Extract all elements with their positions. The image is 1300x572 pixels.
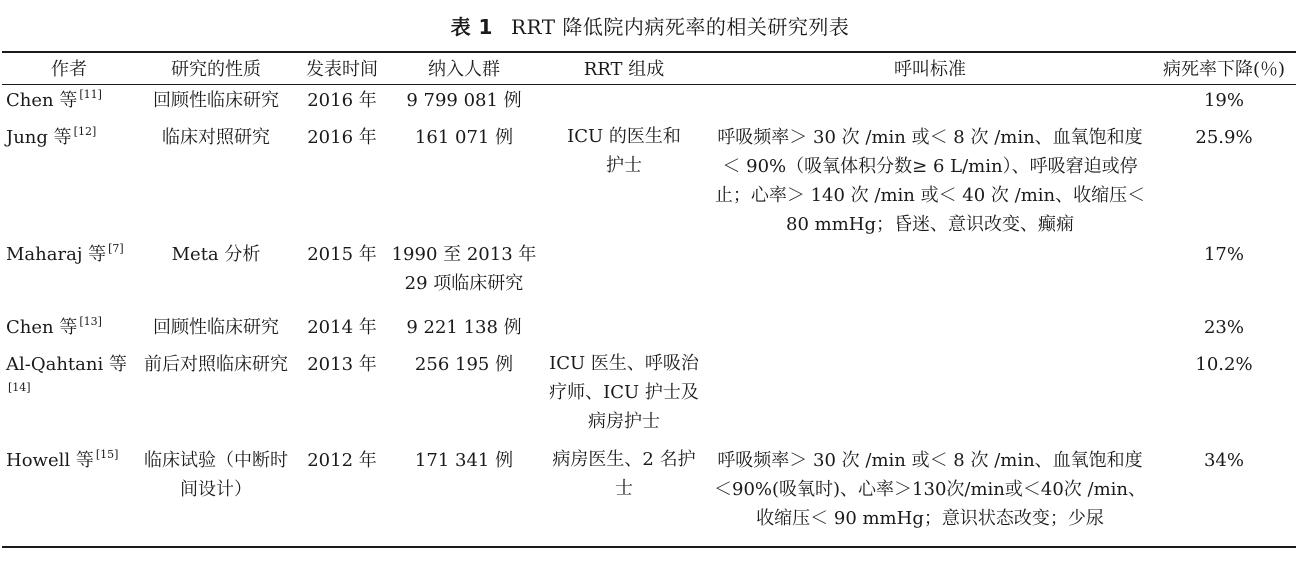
population-cell: 161 071 例 [414, 127, 514, 148]
author-cell [2, 349, 136, 445]
reference-number: [12] [73, 125, 97, 138]
rrt-composition-cell [540, 312, 708, 349]
mortality-decline-cell: 19% [1203, 90, 1244, 111]
call-criteria-cell: 呼吸频率＞ 30 次 /min 或＜ 8 次 /min、血氧饱和度＜ 90%（吸氧体积分数≥ 6 L/min）、呼吸窘迫或停止；心率＞ 140 次 /min 或＜ 40 次 /min、收缩压＜ 80 mmHg；昏迷、意识改变、癫痫 [714, 127, 1146, 235]
table-row [2, 122, 1296, 239]
reference-number: [7] [108, 242, 124, 255]
author-cell [2, 312, 136, 349]
reference-number: [15] [95, 448, 119, 461]
study-nature-cell: 前后对照临床研究 [144, 354, 288, 375]
table-row [2, 312, 1296, 349]
rrt-composition-cell [540, 239, 708, 312]
mortality-decline-cell: 17% [1203, 244, 1244, 265]
header-mortality-decline: 病死率下降(％) [1162, 59, 1286, 80]
call-criteria-cell: 呼吸频率＞ 30 次 /min 或＜ 8 次 /min、血氧饱和度＜90%(吸氧时)、心率＞130次/min或＜40次 /min、收缩压＜ 90 mmHg；意识状态改变；少尿 [714, 450, 1146, 529]
author-name: Al-Qahtani 等 [6, 354, 127, 375]
table-label: 表 1 [450, 15, 493, 39]
mortality-decline-cell: 34% [1203, 450, 1244, 471]
author-cell [2, 445, 136, 547]
study-nature-cell: 回顾性临床研究 [153, 90, 279, 111]
mortality-decline-cell: 10.2% [1195, 354, 1253, 375]
header-author: 作者 [51, 59, 87, 80]
rrt-composition-cell: 病房医生、2 名护士 [552, 449, 696, 499]
table-title: RRT 降低院内病死率的相关研究列表 [510, 15, 850, 39]
author-name: Chen 等 [6, 90, 78, 111]
reference-number: [13] [79, 315, 102, 328]
call-criteria-cell [708, 312, 1152, 349]
rrt-studies-table [2, 51, 1296, 548]
rrt-composition-cell: ICU 的医生和护士 [567, 126, 681, 176]
author-cell [2, 239, 136, 312]
author-name: Maharaj 等 [6, 244, 107, 265]
study-nature-cell: Meta 分析 [171, 244, 261, 265]
table-row [2, 239, 1296, 312]
population-cell: 9 221 138 例 [406, 317, 522, 338]
table-row [2, 85, 1296, 123]
population-cell: 1990 至 2013 年 29 项临床研究 [391, 244, 537, 294]
header-call-criteria: 呼叫标准 [894, 59, 966, 80]
population-cell: 256 195 例 [414, 354, 514, 375]
table-header-row [2, 52, 1296, 85]
table-row [2, 349, 1296, 445]
call-criteria-cell [708, 349, 1152, 445]
mortality-decline-cell: 25.9% [1195, 127, 1253, 148]
call-criteria-cell [708, 239, 1152, 312]
author-name: Jung 等 [6, 127, 72, 148]
study-nature-cell: 临床试验（中断时间设计） [144, 450, 288, 500]
reference-number: [14] [8, 381, 31, 394]
publish-year-cell: 2013 年 [307, 354, 377, 375]
rrt-composition-cell [540, 85, 708, 123]
author-name: Chen 等 [6, 317, 78, 338]
population-cell: 9 799 081 例 [406, 90, 522, 111]
publish-year-cell: 2012 年 [307, 450, 377, 471]
header-rrt-composition: RRT 组成 [583, 59, 665, 80]
author-name: Howell 等 [6, 450, 94, 471]
header-population: 纳入人群 [428, 59, 500, 80]
table-row [2, 445, 1296, 547]
publish-year-cell: 2016 年 [307, 127, 377, 148]
mortality-decline-cell: 23% [1203, 317, 1244, 338]
header-publish-year: 发表时间 [306, 59, 378, 80]
study-nature-cell: 回顾性临床研究 [153, 317, 279, 338]
author-cell [2, 122, 136, 239]
population-cell: 171 341 例 [414, 450, 514, 471]
publish-year-cell: 2014 年 [307, 317, 377, 338]
call-criteria-cell [708, 85, 1152, 123]
publish-year-cell: 2015 年 [307, 244, 377, 265]
author-cell [2, 85, 136, 123]
study-nature-cell: 临床对照研究 [162, 127, 270, 148]
rrt-composition-cell: ICU 医生、呼吸治疗师、ICU 护士及病房护士 [549, 353, 699, 432]
reference-number: [11] [79, 88, 102, 101]
header-study-nature: 研究的性质 [171, 59, 261, 80]
table-caption [0, 14, 1300, 40]
publish-year-cell: 2016 年 [307, 90, 377, 111]
